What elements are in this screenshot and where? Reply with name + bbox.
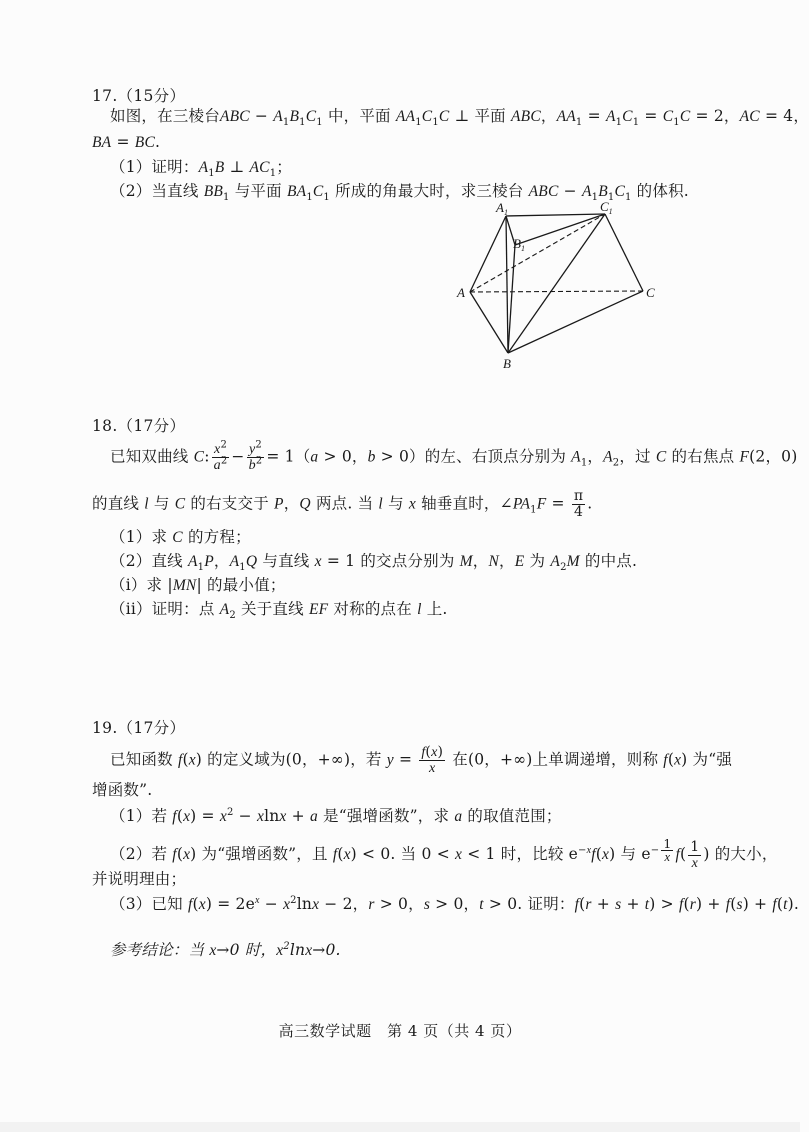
q19-header: 19.（17分） [92,719,186,737]
q19-part3: （3）已知 $f(x) = 2e^x - x^2\ln x - 2$，r > 0，s > 0，t > 0. 证明：f(r + s + t) > f(r) + f(s) + f(t). [110,894,800,913]
q17-part2: （2）当直线 $BB_1$ 与平面 $BA_1C_1$ 所成的角最大时，求三棱台 ABC − $A_1B_1C_1$ 的体积. [110,182,689,204]
page-footer: 高三数学试题 第 4 页（共 4 页） [278,1022,522,1040]
edge-A1B [506,216,508,353]
q17-part1: （1）证明：$A_1B$ ⊥ $AC_1$； [110,158,292,180]
q18-part1: （1）求 C 的方程； [110,528,251,546]
edge-AA1 [470,216,506,292]
q19-reference-note: 参考结论：当 x→0 时，$x^2\ln x\to 0$. [110,940,341,959]
label-C: C [646,285,655,300]
q18-part2-ii: （ii）证明：点 $A_2$ 关于直线 EF 对称的点在 l 上. [110,600,448,622]
q19-part1: （1）若 $f(x) = x^2 - xlnx + a$ 是“强增函数”，求 a 的取值范围； [110,806,562,825]
q17-intro-line2: BA = BC. [92,133,161,151]
edge-A1C1 [506,214,605,216]
edge-BB1 [508,245,515,353]
label-A1: $A_1$ [496,200,508,217]
label-C1: $C_1$ [600,199,613,216]
frustum-figure [455,198,665,378]
scan-bottom-band [0,1122,800,1132]
edge-AC-hidden [470,291,643,292]
edge-AB [470,292,508,353]
label-A: A [457,285,465,300]
edge-BC1 [508,214,605,353]
edge-CC1 [605,214,643,291]
edge-AC1-hidden [470,214,605,292]
q18-part2: （2）直线 $A_1P$，$A_1Q$ 与直线 x = 1 的交点分别为 M，N，E 为 $A_2M$ 的中点. [110,552,638,574]
label-B: B [503,356,511,371]
q19-part2: （2）若 f(x) 为“强增函数”，且 f(x) < 0. 当 0 < x < 1 时，比较 $e^{-x}f(x)$ 与 $e^{- \frac{1}{x}}$ f( $\frac{1}{x}$ ) 的大小， [110,836,778,871]
q19-part2-continued: 并说明理由； [92,870,187,888]
q18-header: 18.（17分） [92,417,186,435]
q17-intro-line1: 如图，在三棱台ABC − $A_1B_1C_1$ 中，平面 $AA_1C_1C$ ⊥ 平面 ABC，$AA_1 = A_1C_1 = C_1C = 2$，AC = 4， [110,107,809,129]
label-B1: $B_1$ [513,236,525,253]
q19-intro-line1: 已知函数 f(x) 的定义域为(0，+∞)，若 y = $\frac{f(x)}{x}$ 在(0，+∞)上单调递增，则称 f(x) 为“强 [110,744,733,776]
q18-intro-line1: 已知双曲线 C: $\frac{x^2}{a^2}$ − $\frac{y^2}{b^2}$ = 1（a > 0，b > 0）的左、右顶点分别为 $A_1$，$A_2$，过 C 的右焦点 F(2，0) [110,439,798,473]
edge-B1C1 [515,214,605,245]
q17-header: 17.（15分） [92,87,186,105]
q19-intro-line2: 增函数”. [92,781,153,799]
q18-intro-line2: 的直线 l 与 C 的右支交于 P，Q 两点. 当 l 与 x 轴垂直时，$\angle PA_1F$ = $\frac{\pi}{4}$ . [92,488,593,520]
q18-part2-i: （i）求 |MN| 的最小值； [110,576,286,594]
edge-BC [508,291,643,353]
